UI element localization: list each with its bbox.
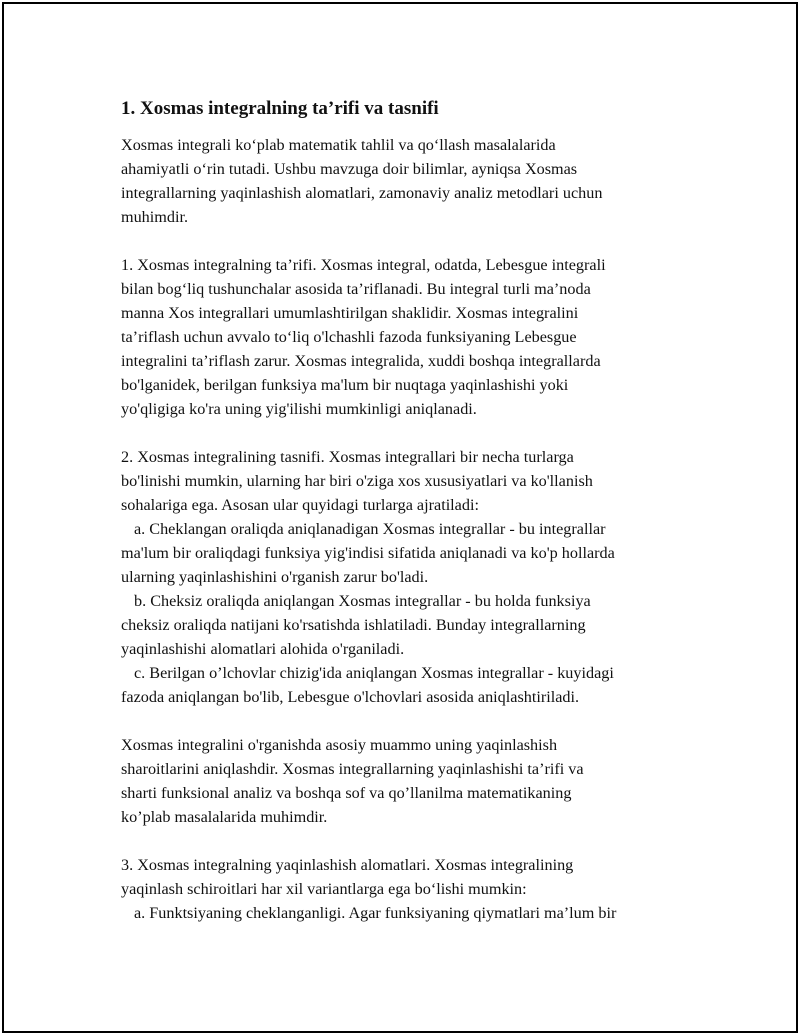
list-item-b: b. Cheksiz oraliqda aniqlangan Xosmas integrallar - bu holda funksiya xyxy=(134,592,591,610)
text-line: sohalariga ega. Asosan ular quyidagi turlarga ajratiladi: xyxy=(121,496,479,514)
text-line: Xosmas integrali ko‘plab matematik tahlil va qo‘llash masalalarida xyxy=(121,136,556,154)
text-line: ma'lum bir oraliqdagi funksiya yig'indisi sifatida aniqlanadi va ko'p hollarda xyxy=(121,544,615,562)
text-line: muhimdir. xyxy=(121,208,189,226)
page-frame xyxy=(2,2,798,1033)
paragraph-intro xyxy=(121,133,711,229)
page-title: 1. Xosmas integralning ta’rifi va tasnifi xyxy=(121,98,439,119)
text-line: manna Xos integrallari umumlashtirilgan shaklidir. Xosmas integralini xyxy=(121,304,579,322)
text-line: yaqinlash schiroitlari har xil variantlarga ega bo‘lishi mumkin: xyxy=(121,880,527,898)
paragraph-convergence xyxy=(121,853,711,925)
text-line: bo'lganidek, berilgan funksiya ma'lum bir nuqtaga yaqinlashishi yoki xyxy=(121,376,569,394)
text-line: sharoitlarini aniqlashdir. Xosmas integrallarning yaqinlashishi ta’rifi va xyxy=(121,760,584,778)
text-line: integrallarning yaqinlashish alomatlari, zamonaviy analiz metodlari uchun xyxy=(121,184,603,202)
text-line: cheksiz oraliqda natijani ko'rsatishda ishlatiladi. Bunday integrallarning xyxy=(121,616,586,634)
paragraph-problem xyxy=(121,733,711,829)
text-line: yo'qligiga ko'ra uning yig'ilishi mumkinligi aniqlanadi. xyxy=(121,400,477,418)
document-body xyxy=(121,97,711,949)
list-item-c: c. Berilgan o’lchovlar chizig'ida aniqlangan Xosmas integrallar - kuyidagi xyxy=(134,664,614,682)
list-item-a: a. Funktsiyaning cheklanganligi. Agar funksiyaning qiymatlari ma’lum bir xyxy=(134,904,617,922)
text-line: integralini ta’riflash zarur. Xosmas integralida, xuddi boshqa integrallarda xyxy=(121,352,601,370)
text-line: sharti funksional analiz va boshqa sof va qo’llanilma matematikaning xyxy=(121,784,572,802)
list-item-a: a. Cheklangan oraliqda aniqlanadigan Xosmas integrallar - bu integrallar xyxy=(134,520,606,538)
text-line: Xosmas integralini o'rganishda asosiy muammo uning yaqinlashish xyxy=(121,736,558,754)
text-line: bo'linishi mumkin, ularning har biri o'ziga xos xususiyatlari va ko'llanish xyxy=(121,472,593,490)
text-line: yaqinlashishi alomatlari alohida o'rganiladi. xyxy=(121,640,405,658)
paragraph-definition xyxy=(121,253,711,421)
text-line: ko’plab masalalarida muhimdir. xyxy=(121,808,328,826)
text-line: ta’riflash uchun avvalo to‘liq o'lchashli fazoda funksiyaning Lebesgue xyxy=(121,328,577,346)
text-line: bilan bog‘liq tushunchalar asosida ta’riflanadi. Bu integral turli ma’noda xyxy=(121,280,591,298)
paragraph-classification xyxy=(121,445,711,709)
text-line: 1. Xosmas integralning ta’rifi. Xosmas integral, odatda, Lebesgue integrali xyxy=(121,256,606,274)
text-line: ularning yaqinlashishini o'rganish zarur bo'ladi. xyxy=(121,568,429,586)
text-line: ahamiyatli o‘rin tutadi. Ushbu mavzuga doir bilimlar, ayniqsa Xosmas xyxy=(121,160,578,178)
text-line: 3. Xosmas integralning yaqinlashish alomatlari. Xosmas integralining xyxy=(121,856,574,874)
text-line: fazoda aniqlangan bo'lib, Lebesgue o'lchovlari asosida aniqlashtiriladi. xyxy=(121,688,580,706)
text-line: 2. Xosmas integralining tasnifi. Xosmas integrallari bir necha turlarga xyxy=(121,448,574,466)
